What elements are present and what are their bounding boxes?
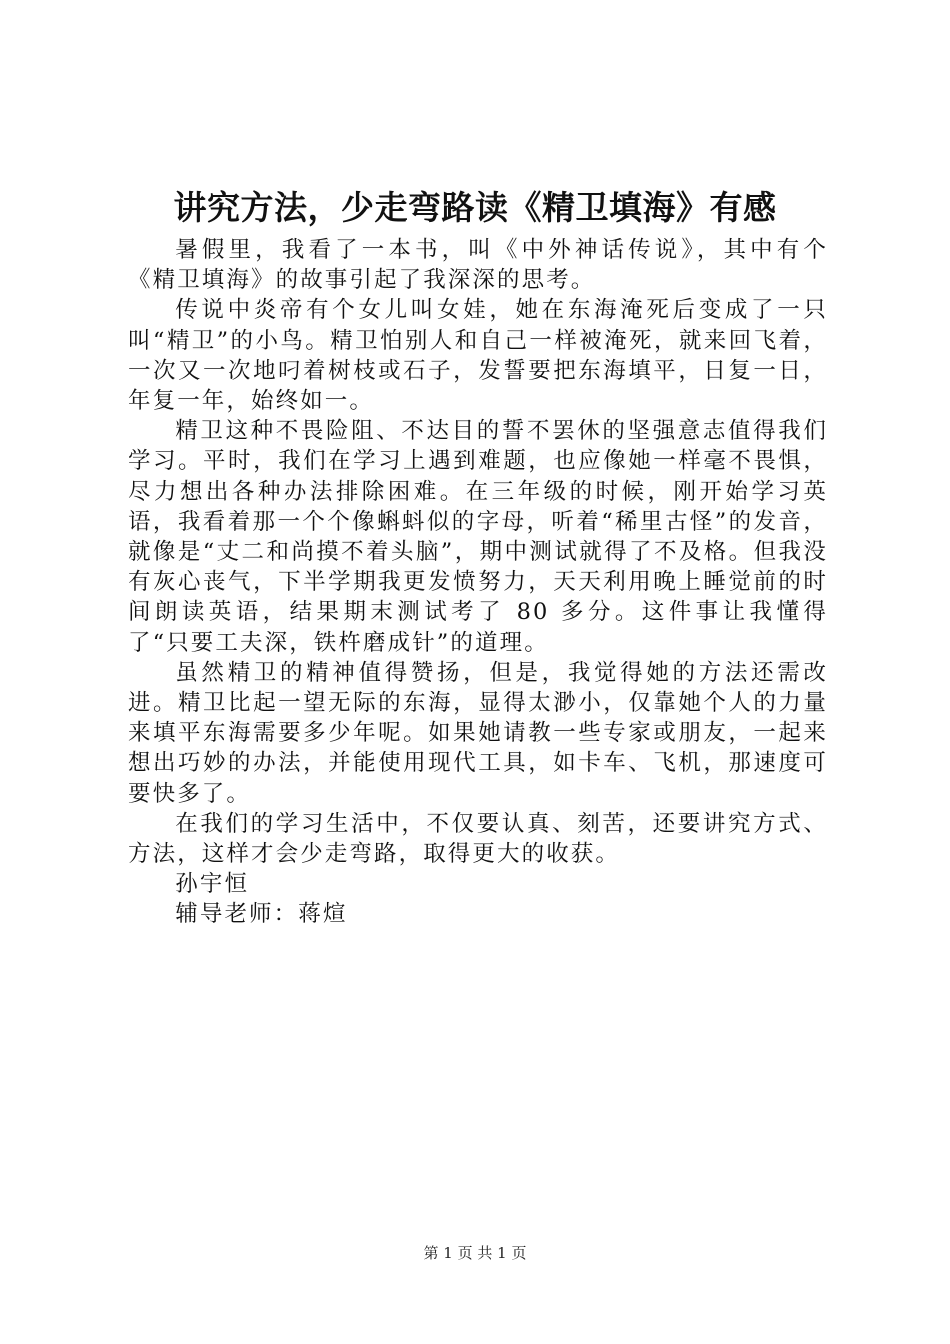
paragraph-3: 精卫这种不畏险阻、不达目的誓不罢休的坚强意志值得我们学习。平时，我们在学习上遇到难题，也应像她一样毫不畏惧，尽力想出各种办法排除困难。在三年级的时候，刚开始学习英语，我看着那一个个像蝌蚪似的字母，听着“稀里古怪”的发音，就像是“丈二和尚摸不着头脑”，期中测试就得了不及格。但我没有灰心丧气，下半学期我更发愤努力，天天利用晚上睡觉前的时间朗读英语，结果期末测试考了 80 多分。这件事让我懂得了“只要工夫深，铁杵磨成针”的道理。 <box>128 418 828 656</box>
document-title: 讲究方法，少走弯路读《精卫填海》有感 <box>173 188 777 227</box>
paragraph-2: 传说中炎帝有个女儿叫女娃，她在东海淹死后变成了一只叫“精卫”的小鸟。精卫怕别人和自己一样被淹死，就来回飞着，一次又一次地叼着树枝或石子，发誓要把东海填平，日复一日，年复一年，始终如一。 <box>128 297 828 415</box>
author-name: 孙宇恒 <box>175 871 250 898</box>
paragraph-1: 暑假里，我看了一本书，叫《中外神话传说》，其中有个《精卫填海》的故事引起了我深深的思考。 <box>128 237 828 294</box>
paragraph-4: 虽然精卫的精神值得赞扬，但是，我觉得她的方法还需改进。精卫比起一望无际的东海，显得太渺小，仅靠她个人的力量来填平东海需要多少年呢。如果她请教一些专家或朋友，一起来想出巧妙的办法，并能使用现代工具，如卡车、飞机，那速度可要快多了。 <box>128 659 828 807</box>
paragraph-5: 在我们的学习生活中，不仅要认真、刻苦，还要讲究方式、方法，这样才会少走弯路，取得更大的收获。 <box>128 810 828 868</box>
document-body <box>128 235 828 930</box>
teacher-name: 辅导老师：蒋煊 <box>175 901 348 928</box>
page-number-footer: 第 1 页 共 1 页 <box>423 1244 527 1262</box>
